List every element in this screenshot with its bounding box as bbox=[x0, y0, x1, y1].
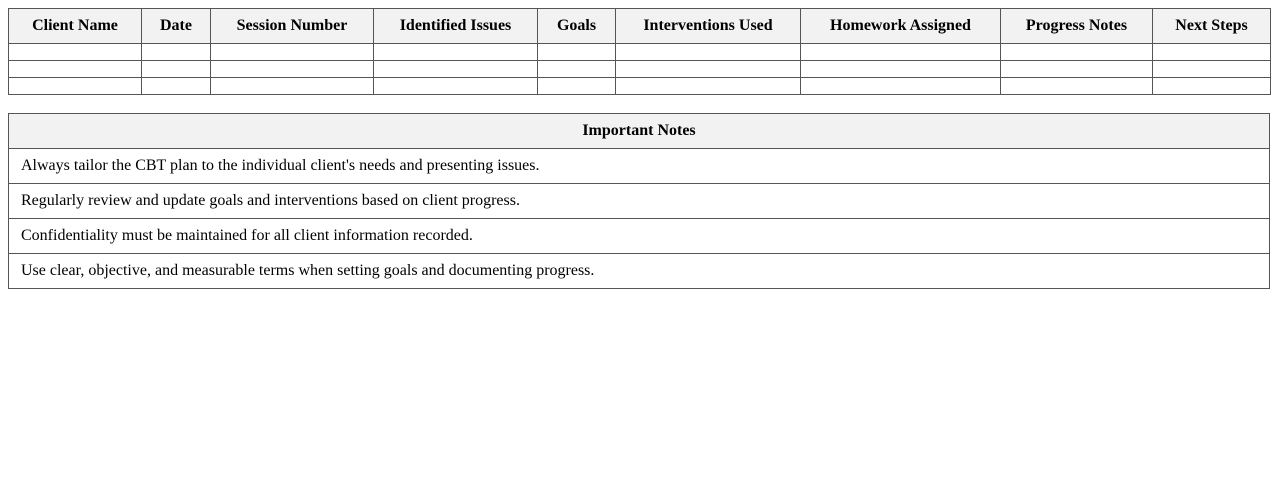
table-cell[interactable] bbox=[616, 44, 801, 61]
table-cell[interactable] bbox=[1001, 44, 1153, 61]
table-cell[interactable] bbox=[374, 78, 538, 95]
note-item: Always tailor the CBT plan to the individual client's needs and presenting issues. bbox=[9, 149, 1270, 184]
table-cell[interactable] bbox=[9, 78, 142, 95]
table-cell[interactable] bbox=[1153, 44, 1271, 61]
notes-title: Important Notes bbox=[9, 114, 1270, 149]
note-row bbox=[9, 149, 1270, 184]
table-cell[interactable] bbox=[9, 44, 142, 61]
table-cell[interactable] bbox=[538, 44, 616, 61]
note-row bbox=[9, 184, 1270, 219]
table-cell[interactable] bbox=[1001, 78, 1153, 95]
header-next-steps: Next Steps bbox=[1153, 9, 1271, 44]
table-row bbox=[9, 61, 1271, 78]
table-cell[interactable] bbox=[801, 44, 1001, 61]
note-row bbox=[9, 219, 1270, 254]
table-cell[interactable] bbox=[211, 44, 374, 61]
note-item: Regularly review and update goals and interventions based on client progress. bbox=[9, 184, 1270, 219]
table-header-row bbox=[9, 9, 1271, 44]
note-item: Use clear, objective, and measurable terms when setting goals and documenting progress. bbox=[9, 254, 1270, 289]
table-cell[interactable] bbox=[374, 44, 538, 61]
table-cell[interactable] bbox=[211, 61, 374, 78]
table-cell[interactable] bbox=[616, 61, 801, 78]
important-notes-table bbox=[8, 113, 1270, 289]
table-row bbox=[9, 44, 1271, 61]
table-cell[interactable] bbox=[801, 78, 1001, 95]
header-client-name: Client Name bbox=[9, 9, 142, 44]
table-cell[interactable] bbox=[538, 61, 616, 78]
table-cell[interactable] bbox=[142, 44, 211, 61]
header-goals: Goals bbox=[538, 9, 616, 44]
header-session-number: Session Number bbox=[211, 9, 374, 44]
header-progress-notes: Progress Notes bbox=[1001, 9, 1153, 44]
header-identified-issues: Identified Issues bbox=[374, 9, 538, 44]
table-cell[interactable] bbox=[211, 78, 374, 95]
note-item: Confidentiality must be maintained for all client information recorded. bbox=[9, 219, 1270, 254]
table-row bbox=[9, 78, 1271, 95]
cbt-sessions-table bbox=[8, 8, 1271, 95]
note-row bbox=[9, 254, 1270, 289]
table-cell[interactable] bbox=[142, 78, 211, 95]
header-homework-assigned: Homework Assigned bbox=[801, 9, 1001, 44]
table-cell[interactable] bbox=[9, 61, 142, 78]
table-cell[interactable] bbox=[801, 61, 1001, 78]
table-cell[interactable] bbox=[374, 61, 538, 78]
table-cell[interactable] bbox=[1001, 61, 1153, 78]
table-cell[interactable] bbox=[538, 78, 616, 95]
table-cell[interactable] bbox=[616, 78, 801, 95]
header-interventions-used: Interventions Used bbox=[616, 9, 801, 44]
table-cell[interactable] bbox=[142, 61, 211, 78]
table-cell[interactable] bbox=[1153, 61, 1271, 78]
table-cell[interactable] bbox=[1153, 78, 1271, 95]
notes-header-row bbox=[9, 114, 1270, 149]
header-date: Date bbox=[142, 9, 211, 44]
